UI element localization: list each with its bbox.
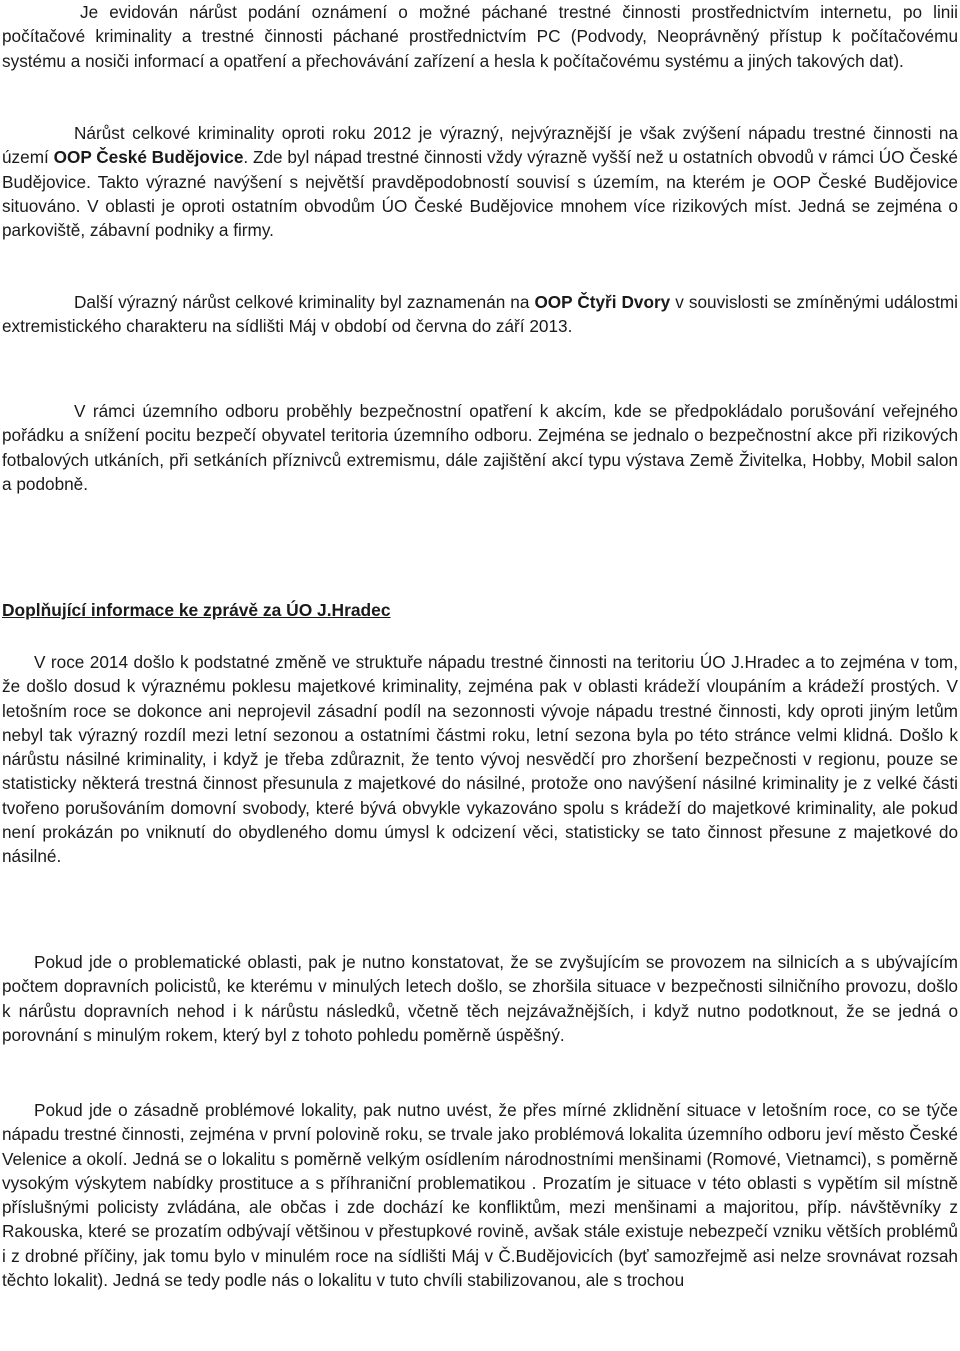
paragraph-road-safety xyxy=(2,950,958,1047)
paragraph-overall-crime-increase xyxy=(2,121,958,242)
text-run: V rámci územního odboru proběhly bezpečnostní opatření k akcím, kde se předpokládalo porušování veřejného pořádku a snížení pocitu bezpečí obyvatel teritoria územního odboru. Zejména se jednalo o bezpečnostní akce při rizikových fotbalových utkáních, při setkáních příznivců extremismu, dále zajištění akcí typu výstava Země Živitelka, Hobby, Mobil salon a podobně. xyxy=(2,401,958,494)
bold-text-run: OOP České Budějovice xyxy=(53,147,244,168)
text-run: Pokud jde o problematické oblasti, pak je nutno konstatovat, že se zvyšujícím se provozem na silnicích a s ubývajícím počtem dopravních policistů, ke kterému v minulých letech došlo, se zhoršila situace v bezpečnosti silničního provozu, došlo k nárůstu dopravních nehod i k nárůstu následků, včetně těch nejzávažnějších, i když nutno podotknout, že se jedná o porovnání s minulým rokem, který byl z tohoto pohledu poměrně úspěšný. xyxy=(2,952,958,1045)
text-run: Další výrazný nárůst celkové kriminality byl zaznamenán na xyxy=(74,292,535,312)
section-heading-hradec: Doplňující informace ke zprávě za ÚO J.Hradec xyxy=(2,600,391,620)
bold-text-run: OOP Čtyři Dvory xyxy=(534,292,671,312)
text-run: V roce 2014 došlo k podstatné změně ve struktuře nápadu trestné činnosti na teritoriu ÚO J.Hradec a to zejména v tom, že došlo dosud k výraznému poklesu majetkové kriminality, zejména pak v oblasti krádeží vloupáním a krádeží prostých. V letošním roce se dokonce ani neprojevil zásadní podíl na sezonnosti vývoje nápadu trestné činnosti, kdy oproti jiným letům nebyl tak výrazný rozdíl mezi letní sezonou a ostatními částmi roku, letní sezona byla po této stránce velmi klidná. Došlo k nárůstu násilné kriminality, i když je třeba zdůraznit, že tento vývoj nesvědčí pro zhoršení bezpečnosti v regionu, pouze se statisticky některá trestná činnost přesunula z majetkové do násilné, protože ono navýšení násilné kriminality je z velké části tvořeno porušováním domovní svobody, které bývá obvykle vykazováno spolu s krádeží do majetkové kriminality, ale pokud není prokázán po vniknutí do obydleného domu úmysl k odcizení věci, statisticky se tato činnost přesune z majetkové do násilné. xyxy=(2,652,958,867)
text-run: Nárůst celkové kriminality oproti roku 2012 je výrazný, nejvýraznější je však zvýšení nápadu trestné činnosti na území xyxy=(2,123,958,168)
paragraph-internet-crime xyxy=(2,0,958,73)
text-run: Pokud jde o zásadně problémové lokality, pak nutno uvést, že přes mírné zklidnění situace v letošním roce, co se týče nápadu trestné činnosti, zejména v první polovině roku, se trvale jako problémová lokalita územního odboru jeví město České Velenice a okolí. Jedná se o lokalitu s poměrně velkým osídlením národnostními menšinami (Romové, Vietnamci), s poměrně vysokým výskytem nabídky prostituce a s příhraniční problematikou . Prozatím je situace v této oblasti s vypětím sil místně příslušnými policisty zvládána, ale občas i zde dochází ke konfliktům, mezi menšinami a majoritou, příp. návštěvníky z Rakouska, které se prozatím odbývají většinou v přestupkové rovině, avšak stále existuje nebezpečí vzniku větších problémů i z drobné příčiny, jak tomu bylo v minulém roce na sídlišti Máj v Č.Budějovicích (byť samozřejmě asi nelze srovnávat rozsah těchto lokalit). Jedná se tedy podle nás o lokalitu v tuto chvíli stabilizovanou, ale s trochou xyxy=(2,1100,958,1291)
text-run: . Zde byl nápad trestné činnosti vždy výrazně vyšší než u ostatních obvodů v rámci ÚO České Budějovice. Takto výrazné navýšení s největší pravděpodobností souvisí s územím, na kterém je OOP České Budějovice situováno. V oblasti je oproti ostatním obvodům ÚO České Budějovice mnohem více rizikových míst. Jedná se zejména o parkoviště, zábavní podniky a firmy. xyxy=(2,147,958,241)
paragraph-ctyri-dvory xyxy=(2,290,958,339)
text-run: Je evidován nárůst podání oznámení o možné páchané trestné činnosti prostřednictvím internetu, po linii počítačové kriminality a trestné činnosti páchané prostřednictvím PC (Podvody, Neoprávněný přístup k počítačovému systému a nosiči informací a opatření a přechovávání zařízení a hesla k počítačovému systému a jiných takových dat). xyxy=(2,2,958,71)
text-run: v souvislosti se zmíněnými událostmi extremistického charakteru na sídlišti Máj v období od června do září 2013. xyxy=(2,292,958,337)
paragraph-hradec-crime-structure xyxy=(2,650,958,869)
paragraph-problem-localities xyxy=(2,1098,958,1292)
paragraph-security-measures xyxy=(2,399,958,496)
